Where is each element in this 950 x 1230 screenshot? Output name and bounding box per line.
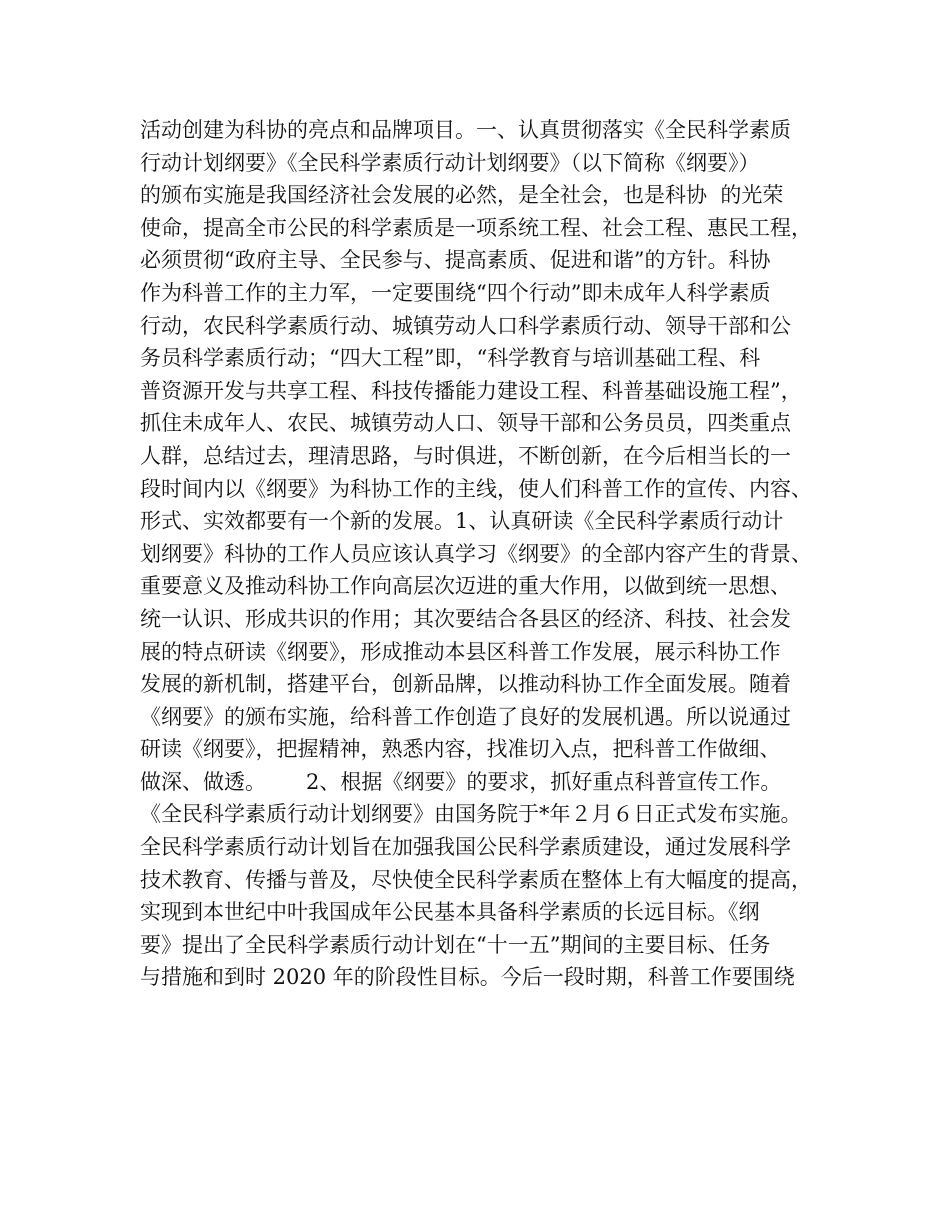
text-line: 行动计划纲要》《全民科学素质行动计划纲要》（以下简称《纲要》）	[140, 150, 760, 175]
text-line: 务员科学素质行动；“四大工程”即，“科学教育与培训基础工程、科	[140, 346, 761, 371]
text-line: 人群，总结过去，理清思路，与时俱进，不断创新，在今后相当长的一	[140, 443, 791, 468]
text-line: 发展的新机制，搭建平台，创新品牌，以推动科协工作全面发展。随着	[140, 672, 791, 697]
text-line: 使命，提高全市公民的科学素质是一项系统工程、社会工程、惠民工程，	[140, 215, 812, 240]
text-line: 与措施和到时 2020 年的阶段性目标。今后一段时期，科普工作要围绕	[140, 965, 795, 990]
text-line: 全民科学素质行动计划旨在加强我国公民科学素质建设，通过发展科学	[140, 835, 791, 860]
text-line: 活动创建为科协的亮点和品牌项目。一、认真贯彻落实《全民科学素质	[140, 118, 791, 142]
text-line: 普资源开发与共享工程、科技传播能力建设工程、科普基础设施工程”，	[140, 378, 802, 403]
text-line: 抓住未成年人、农民、城镇劳动人口、领导干部和公务员员，四类重点	[140, 411, 791, 436]
text-line: 实现到本世纪中叶我国成年公民基本具备科学素质的长远目标。《纲	[140, 900, 760, 925]
text-line: 行动，农民科学素质行动、城镇劳动人口科学素质行动、领导干部和公	[140, 313, 791, 338]
text-line: 《全民科学素质行动计划纲要》由国务院于*年２月６日正式发布实施。	[140, 802, 802, 827]
text-line: 段时间内以《纲要》为科协工作的主线，使人们科普工作的宣传、内容、	[140, 476, 812, 501]
text-line: 《纲要》的颁布实施，给科普工作创造了良好的发展机遇。所以说通过	[140, 704, 791, 729]
text-line: 统一认识、形成共识的作用；其次要结合各县区的经济、科技、社会发	[140, 606, 791, 631]
text-line: 作为科普工作的主力军，一定要围绕“四个行动”即未成年人科学素质	[140, 280, 771, 305]
text-line: 技术教育、传播与普及，尽快使全民科学素质在整体上有大幅度的提高，	[140, 867, 812, 892]
text-line: 展的特点研读《纲要》，形成推动本县区科普工作发展，展示科协工作	[140, 639, 781, 664]
text-line: 形式、实效都要有一个新的发展。1、认真研读《全民科学素质行动计	[140, 509, 784, 534]
body-text	[140, 114, 840, 994]
text-line: 研读《纲要》，把握精神，熟悉内容，找准切入点，把科普工作做细、	[140, 737, 781, 762]
text-line: 做深、做透。 2、根据《纲要》的要求，抓好重点科普宣传工作。	[140, 769, 782, 794]
text-line: 要》提出了全民科学素质行动计划在“十一五”期间的主要目标、任务	[140, 932, 771, 957]
text-line: 必须贯彻“政府主导、全民参与、提高素质、促进和谐”的方针。科协	[140, 248, 771, 273]
text-line: 划纲要》科协的工作人员应该认真学习《纲要》的全部内容产生的背景、	[140, 541, 812, 566]
text-line: 重要意义及推动科协工作向高层次迈进的重大作用，以做到统一思想、	[140, 574, 791, 599]
text-line: 的颁布实施是我国经济社会发展的必然，是全社会，也是科协 的光荣	[140, 183, 784, 208]
